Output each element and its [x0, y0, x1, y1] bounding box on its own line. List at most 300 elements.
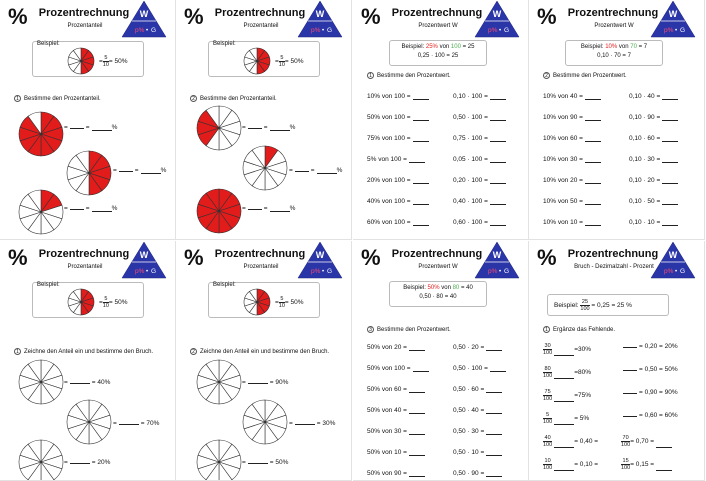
answer-blank[interactable] — [409, 450, 425, 456]
task-row-left — [543, 435, 598, 448]
task-pie — [196, 188, 242, 234]
example-line — [390, 294, 486, 300]
formula-triangle-icon — [121, 241, 167, 279]
task-row-right — [453, 428, 502, 435]
equals-sign: = — [242, 459, 246, 466]
svg-text:W: W — [668, 250, 678, 260]
page-subtitle: Prozentanteil — [67, 264, 103, 270]
svg-text:G: G — [680, 27, 686, 34]
page-title: Prozentrechnung — [391, 248, 483, 260]
answer-blank[interactable] — [490, 366, 506, 372]
page-title: Prozentrechnung — [214, 7, 306, 19]
task-text: 0,40 · 100 = — [453, 198, 488, 205]
percent-logo-icon: % — [184, 4, 204, 29]
example-pie — [67, 288, 95, 316]
task-text: 0,10 · 40 = — [629, 93, 661, 100]
denominator: 100 — [543, 350, 553, 356]
percent-sign: % — [111, 205, 118, 212]
task-row-right — [621, 435, 672, 448]
answer-blank[interactable] — [270, 125, 290, 131]
example-calc: 0,10 · 70 = 7 — [597, 53, 631, 59]
example-calc: 0,25 · 100 = 25 — [417, 53, 459, 59]
answer-blank[interactable] — [413, 199, 429, 205]
answer-row — [242, 205, 295, 212]
example-percent: 25% — [425, 44, 438, 50]
equals-sign: = — [99, 299, 103, 307]
task-text: 0,10 · 100 = — [453, 93, 488, 100]
example-result: = 25 — [462, 44, 475, 50]
denominator: 10 — [278, 303, 285, 309]
task-row-left — [367, 135, 429, 142]
task-text: =75% — [574, 392, 591, 400]
task-row-right — [453, 135, 506, 142]
equals-sign: = — [275, 299, 279, 307]
answer-blank[interactable] — [585, 136, 601, 142]
fraction-blank[interactable] — [70, 460, 90, 464]
task-text: =30% — [574, 346, 591, 354]
task-row-left — [367, 156, 425, 163]
task-row-left — [367, 93, 429, 100]
task-text: 0,10 · 30 = — [629, 156, 661, 163]
equals-sign: = — [64, 379, 68, 386]
task-text: 60% von 100 = — [367, 219, 411, 226]
task-text: 10% von 60 = — [543, 135, 583, 142]
percent-result: = 40% — [91, 379, 111, 386]
example-box — [547, 294, 669, 316]
task-text: 10% von 40 = — [543, 93, 583, 100]
answer-blank[interactable] — [490, 136, 506, 142]
svg-text:p%: p% — [311, 27, 321, 34]
answer-row — [64, 459, 110, 466]
example-base: 80 — [452, 285, 460, 291]
section-number: 1 — [14, 348, 21, 355]
equals-sign: = — [289, 167, 293, 174]
fraction — [543, 435, 552, 448]
svg-text:G: G — [504, 268, 510, 275]
page-subtitle: Bruch - Dezimalzahl - Prozent — [574, 264, 654, 270]
task-row-left — [543, 343, 591, 356]
numerator: 30 — [544, 343, 551, 349]
example-box — [208, 282, 320, 318]
task-text: 0,50 · 100 = — [453, 365, 488, 372]
fraction-blank[interactable] — [623, 413, 637, 417]
equals-sign: = — [242, 124, 246, 131]
example-line — [566, 53, 662, 59]
task-text: 10% von 90 = — [543, 114, 583, 121]
task-row-right — [453, 344, 502, 351]
svg-text:p%: p% — [664, 268, 674, 275]
numerator: 80 — [544, 366, 551, 372]
answer-blank[interactable] — [409, 387, 425, 393]
section-heading — [543, 326, 615, 333]
task-row-left — [543, 156, 601, 163]
task-text: = 0,20 = 20% — [639, 343, 678, 350]
section-text: Bestimme den Prozentanteil. — [24, 96, 101, 102]
page-subtitle: Prozentanteil — [243, 23, 279, 29]
percent-result: = 30% — [316, 420, 336, 427]
answer-blank[interactable] — [486, 450, 502, 456]
task-text: 0,75 · 100 = — [453, 135, 488, 142]
fraction-blank[interactable] — [623, 344, 637, 348]
section-text: Bestimme den Prozentanteil. — [200, 96, 277, 102]
task-text: 0,10 · 90 = — [629, 114, 661, 121]
answer-blank[interactable] — [585, 220, 601, 226]
answer-blank[interactable] — [490, 199, 506, 205]
task-text: 10% von 50 = — [543, 198, 583, 205]
answer-blank[interactable] — [413, 178, 429, 184]
numerator: 10 — [544, 458, 551, 464]
task-text: 50% von 100 = — [367, 365, 411, 372]
svg-text:W: W — [139, 9, 149, 19]
numerator: 5 — [546, 412, 550, 418]
example-equation — [99, 296, 128, 309]
task-text: 75% von 100 = — [367, 135, 411, 142]
example-label: Beispiel: — [554, 302, 579, 310]
answer-blank[interactable] — [490, 220, 506, 226]
svg-text:G: G — [327, 268, 333, 275]
answer-blank[interactable] — [554, 419, 574, 425]
task-row-left — [543, 114, 601, 121]
task-text: = 0,40 = — [574, 438, 599, 446]
svg-text:G: G — [504, 27, 510, 34]
denominator: 10 — [278, 62, 285, 68]
answer-blank[interactable] — [490, 157, 506, 163]
answer-blank[interactable] — [656, 465, 672, 471]
task-pie — [196, 439, 242, 481]
answer-row — [113, 420, 159, 427]
task-row-right — [629, 156, 678, 163]
denominator: 100 — [580, 306, 590, 312]
svg-text:p%: p% — [311, 268, 321, 275]
section-number: 2 — [190, 348, 197, 355]
task-text: 0,50 · 90 = — [453, 470, 485, 477]
answer-blank[interactable] — [486, 345, 502, 351]
fraction-blank[interactable] — [248, 206, 262, 210]
task-row-left — [367, 428, 425, 435]
task-pie — [18, 189, 64, 235]
task-row-right — [621, 389, 678, 396]
panel-prozentwert-1 — [353, 0, 529, 240]
percent-result: = 90% — [269, 379, 289, 386]
section-number: 2 — [190, 95, 197, 102]
panel-prozentanteil-2 — [176, 0, 352, 240]
answer-blank[interactable] — [662, 157, 678, 163]
answer-blank[interactable] — [554, 465, 574, 471]
answer-blank[interactable] — [413, 115, 429, 121]
answer-blank[interactable] — [656, 442, 672, 448]
fraction — [621, 435, 630, 448]
denominator: 10 — [102, 62, 109, 68]
task-row-left — [543, 366, 591, 379]
answer-blank[interactable] — [585, 157, 601, 163]
example-result: = 50% — [284, 299, 304, 307]
answer-blank[interactable] — [662, 115, 678, 121]
percent-result: = 70% — [140, 420, 160, 427]
answer-blank[interactable] — [662, 199, 678, 205]
task-row-right — [453, 407, 502, 414]
example-result: = 0,25 = 25 % — [591, 302, 632, 310]
percent-result: = 20% — [91, 459, 111, 466]
task-row-left — [543, 412, 589, 425]
section-heading — [367, 72, 451, 79]
answer-blank[interactable] — [554, 350, 574, 356]
equals-sign: = — [242, 205, 246, 212]
fraction-blank[interactable] — [70, 206, 84, 210]
task-row-left — [367, 470, 425, 477]
percent-logo-icon: % — [537, 245, 557, 270]
panel-bruch-dezimal-prozent — [529, 241, 705, 481]
example-result: = 50% — [284, 58, 304, 66]
svg-text:•: • — [322, 28, 325, 34]
fraction-blank[interactable] — [623, 367, 637, 371]
example-label: Beispiel: — [213, 41, 236, 47]
percent-logo-icon: % — [8, 4, 28, 29]
answer-blank[interactable] — [486, 471, 502, 477]
answer-blank[interactable] — [585, 178, 601, 184]
example-box — [389, 40, 487, 66]
example-base: 100 — [450, 44, 461, 50]
answer-blank[interactable] — [317, 168, 337, 174]
example-calc: 0,50 · 80 = 40 — [419, 294, 457, 300]
fraction-blank[interactable] — [70, 380, 90, 384]
svg-text:•: • — [322, 269, 325, 275]
example-pie — [243, 47, 271, 75]
denominator: 100 — [543, 442, 553, 448]
task-text: 40% von 100 = — [367, 198, 411, 205]
fraction-blank[interactable] — [295, 168, 309, 172]
equals-sign: = — [134, 167, 139, 174]
task-row-left — [367, 219, 429, 226]
task-row-right — [453, 219, 506, 226]
example-line — [390, 53, 486, 59]
percent-logo-icon: % — [537, 4, 557, 29]
numerator: 25 — [581, 299, 589, 305]
page-subtitle: Prozentanteil — [67, 23, 103, 29]
answer-blank[interactable] — [413, 136, 429, 142]
svg-text:p%: p% — [488, 268, 498, 275]
svg-text:•: • — [675, 269, 678, 275]
task-text: = 0,10 = — [574, 461, 599, 469]
fraction-blank[interactable] — [119, 168, 133, 172]
panel-prozentwert-3 — [353, 241, 529, 481]
answer-blank[interactable] — [413, 366, 429, 372]
formula-triangle-icon — [121, 0, 167, 38]
answer-blank[interactable] — [270, 206, 290, 212]
answer-blank[interactable] — [490, 94, 506, 100]
fraction-blank[interactable] — [248, 460, 268, 464]
task-pie — [242, 399, 288, 445]
task-pie — [18, 439, 64, 481]
percent-logo-icon: % — [184, 245, 204, 270]
answer-blank[interactable] — [490, 115, 506, 121]
page-subtitle: Prozentwert W — [594, 23, 634, 29]
answer-blank[interactable] — [413, 94, 429, 100]
page-title: Prozentrechnung — [391, 7, 483, 19]
percent-sign: % — [111, 124, 118, 131]
fraction — [543, 389, 552, 402]
task-text: 0,50 · 20 = — [453, 344, 485, 351]
task-row-right — [453, 470, 502, 477]
example-result: = 7 — [638, 44, 648, 50]
task-row-right — [621, 343, 678, 350]
percent-sign: % — [160, 167, 167, 174]
task-row-right — [453, 156, 506, 163]
svg-text:W: W — [492, 250, 502, 260]
task-pie — [196, 105, 242, 151]
section-text: Zeichne den Anteil ein und bestimme den Bruch. — [24, 349, 154, 355]
answer-row — [242, 459, 288, 466]
example-percent: 50% — [427, 285, 440, 291]
fraction-blank[interactable] — [248, 380, 268, 384]
example-percent: 10% — [605, 44, 618, 50]
task-text: 50% von 40 = — [367, 407, 407, 414]
fraction — [543, 458, 552, 471]
task-row-left — [367, 365, 429, 372]
task-text: 20% von 100 = — [367, 177, 411, 184]
page-subtitle: Prozentwert W — [418, 264, 458, 270]
section-heading — [14, 95, 101, 102]
task-text: 50% von 10 = — [367, 449, 407, 456]
task-pie — [66, 399, 112, 445]
example-label: Beispiel: — [580, 44, 604, 50]
answer-blank[interactable] — [409, 157, 425, 163]
answer-blank[interactable] — [554, 373, 574, 379]
task-row-left — [367, 198, 429, 205]
section-heading — [14, 348, 153, 355]
answer-blank[interactable] — [409, 345, 425, 351]
percent-logo-icon: % — [361, 245, 381, 270]
answer-row — [64, 124, 117, 131]
answer-blank[interactable] — [486, 429, 502, 435]
svg-text:W: W — [315, 250, 325, 260]
example-result: = 50% — [108, 299, 128, 307]
svg-text:•: • — [146, 28, 149, 34]
section-text: Ergänze das Fehlende. — [553, 327, 616, 333]
answer-blank[interactable] — [662, 178, 678, 184]
answer-blank[interactable] — [662, 94, 678, 100]
section-text: Bestimme den Prozentwert. — [377, 327, 451, 333]
fraction-blank[interactable] — [248, 125, 262, 129]
answer-blank[interactable] — [486, 408, 502, 414]
example-box — [32, 41, 144, 77]
task-pie — [196, 359, 242, 405]
task-text: 10% von 100 = — [367, 93, 411, 100]
example-result: = 40 — [460, 285, 473, 291]
svg-text:•: • — [146, 269, 149, 275]
answer-blank[interactable] — [92, 125, 112, 131]
example-box — [208, 41, 320, 77]
svg-text:G: G — [327, 27, 333, 34]
task-text: 0,10 · 20 = — [629, 177, 661, 184]
page-title: Prozentrechnung — [38, 7, 130, 19]
section-text: Zeichne den Anteil ein und bestimme den Bruch. — [200, 349, 330, 355]
fraction-blank[interactable] — [295, 421, 315, 425]
answer-blank[interactable] — [585, 199, 601, 205]
example-pie — [67, 47, 95, 75]
task-text: 10% von 10 = — [543, 219, 583, 226]
denominator: 100 — [543, 465, 553, 471]
equals-sign: = — [64, 205, 68, 212]
task-text: 10% von 30 = — [543, 156, 583, 163]
answer-blank[interactable] — [490, 178, 506, 184]
svg-text:W: W — [315, 9, 325, 19]
denominator: 100 — [621, 442, 631, 448]
task-row-left — [543, 135, 601, 142]
answer-blank[interactable] — [486, 387, 502, 393]
example-box — [389, 281, 487, 307]
percent-logo-icon: % — [361, 4, 381, 29]
svg-text:•: • — [499, 28, 502, 34]
fraction-blank[interactable] — [623, 390, 637, 394]
task-text: 0,60 · 100 = — [453, 219, 488, 226]
example-line — [554, 299, 632, 312]
fraction — [543, 412, 552, 425]
percent-sign: % — [289, 124, 296, 131]
task-row-right — [629, 177, 678, 184]
answer-blank[interactable] — [554, 396, 574, 402]
formula-triangle-icon — [297, 241, 343, 279]
equals-sign: = — [113, 420, 117, 427]
answer-blank[interactable] — [554, 442, 574, 448]
formula-triangle-icon — [297, 0, 343, 38]
fraction-blank[interactable] — [119, 421, 139, 425]
section-heading — [190, 348, 329, 355]
answer-blank[interactable] — [662, 136, 678, 142]
panel-prozentwert-2 — [529, 0, 705, 240]
equals-sign: = — [263, 205, 268, 212]
task-row-right — [453, 365, 506, 372]
fraction-blank[interactable] — [70, 125, 84, 129]
answer-blank[interactable] — [92, 206, 112, 212]
task-text: = 0,90 = 90% — [639, 389, 678, 396]
answer-blank[interactable] — [413, 220, 429, 226]
task-row-right — [453, 93, 506, 100]
answer-blank[interactable] — [662, 220, 678, 226]
task-row-right — [629, 93, 678, 100]
task-text: 0,05 · 100 = — [453, 156, 488, 163]
svg-text:W: W — [492, 9, 502, 19]
equals-sign: = — [263, 124, 268, 131]
answer-blank[interactable] — [409, 408, 425, 414]
denominator: 100 — [543, 396, 553, 402]
answer-blank[interactable] — [585, 115, 601, 121]
task-row-right — [629, 135, 678, 142]
section-number: 1 — [543, 326, 550, 333]
example-label: Beispiel: — [401, 44, 425, 50]
page-title: Prozentrechnung — [567, 248, 659, 260]
answer-blank[interactable] — [141, 168, 161, 174]
task-row-left — [367, 114, 429, 121]
equals-sign: = — [289, 420, 293, 427]
panel-zeichnen-2 — [176, 241, 352, 481]
task-text: 0,20 · 100 = — [453, 177, 488, 184]
example-von: von — [441, 285, 451, 291]
page-title: Prozentrechnung — [38, 248, 130, 260]
task-row-right — [621, 412, 678, 419]
task-text: 0,10 · 50 = — [629, 198, 661, 205]
answer-row — [64, 379, 110, 386]
answer-blank[interactable] — [585, 94, 601, 100]
task-row-right — [621, 458, 672, 471]
numerator: 5 — [280, 296, 284, 302]
task-row-left — [367, 344, 425, 351]
task-row-left — [543, 389, 591, 402]
task-text: = 0,15 = — [630, 461, 655, 469]
example-line — [566, 44, 662, 50]
answer-blank[interactable] — [409, 471, 425, 477]
section-heading — [190, 95, 277, 102]
answer-blank[interactable] — [409, 429, 425, 435]
